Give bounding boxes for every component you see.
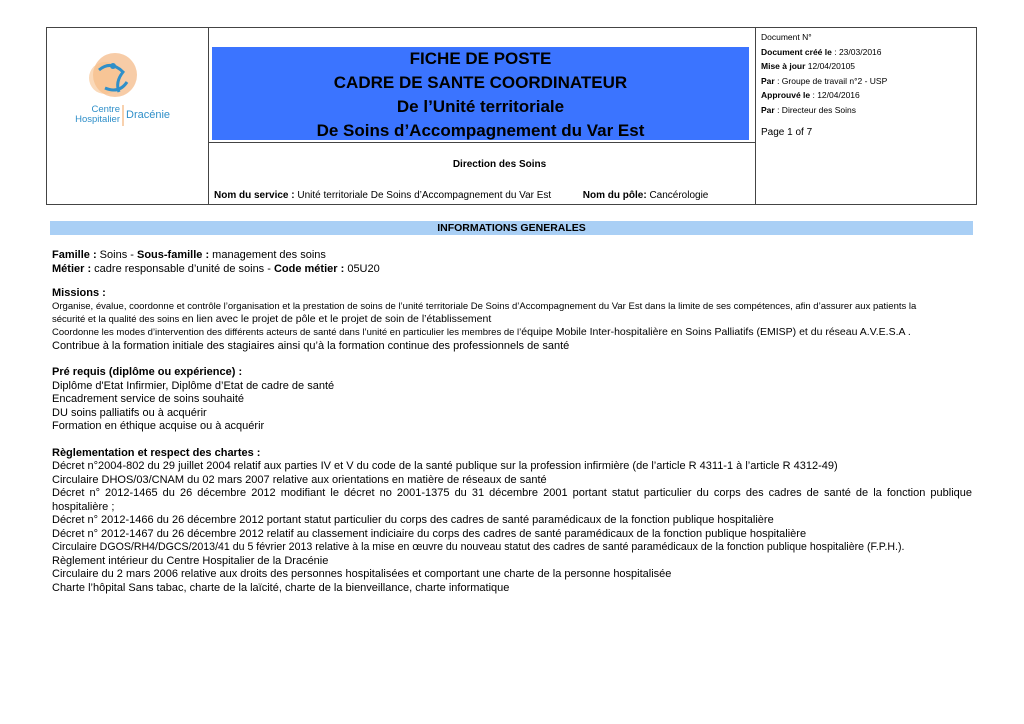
prerequis-item: Encadrement service de soins souhaité	[52, 393, 244, 405]
pole-label: Nom du pôle:	[582, 190, 647, 201]
direction-label: Direction des Soins	[452, 159, 547, 170]
approved-label: Approuvé le	[761, 90, 811, 100]
reglementation-item: Règlement intérieur du Centre Hospitalier de la Dracénie	[52, 554, 329, 567]
logo-line2: Hospitalier	[75, 114, 120, 125]
par2-label: Par	[761, 104, 775, 115]
metier-value: cadre responsable d’unité de soins -	[91, 262, 274, 275]
document-meta	[761, 30, 887, 141]
service-value: Unité territoriale De Soins d’Accompagnement du Var Est	[297, 190, 552, 201]
prerequis-title: Pré requis (diplôme ou expérience) :	[52, 366, 243, 378]
reglementation-title: Règlementation et respect des chartes :	[52, 446, 261, 459]
metier-label: Métier :	[52, 262, 92, 275]
section-title: INFORMATIONS GENERALES	[50, 221, 973, 235]
reglementation-item: Décret n° 2012-1467 du 26 décembre 2012 relatif au classement indiciaire du corps des cadres de santé paramédicaux de la fonction publique hospitalière	[52, 527, 807, 540]
prerequis-item: Formation en éthique acquise ou à acquérir	[52, 420, 265, 432]
missions-line-2b: en lien avec le projet de pôle et le projet de soin de l’établissement	[181, 312, 492, 325]
logo-line3: Dracénie	[126, 109, 171, 121]
sous-famille-value: management des soins	[209, 249, 326, 261]
famille-row	[52, 249, 972, 263]
missions-title: Missions :	[52, 287, 106, 299]
missions-line-2a: sécurité et la qualité des soins	[52, 313, 182, 325]
prerequis-item: Diplôme d'Etat Infirmier, Diplôme d’Etat de cadre de santé	[52, 379, 335, 392]
sous-famille-label: Sous-famille :	[136, 249, 210, 261]
page-number: Page 1 of 7	[761, 127, 813, 138]
famille-value: Soins -	[96, 249, 137, 261]
metier-row	[52, 263, 972, 277]
created-value: : 23/03/2016	[831, 46, 882, 57]
divider	[755, 28, 756, 204]
code-metier-value: 05U20	[344, 262, 380, 275]
update-value: 12/04/20105	[805, 61, 856, 71]
approved-value: : 12/04/2016	[810, 90, 860, 100]
reglementation-item: Circulaire du 2 mars 2006 relative aux droits des personnes hospitalisées et comportant une charte de la personne hospitalisée	[52, 568, 672, 580]
reglementation-item: Décret n°2004-802 du 29 juillet 2004 relatif aux parties IV et V du code de la santé publique sur la profession infirmière (de l’article R 4311-1 à l’article R 4312-49)	[52, 460, 838, 472]
reglementation-item: Charte l’hôpital Sans tabac, charte de la laïcité, charte de la bienveillance, charte informatique	[52, 581, 510, 594]
par1-value: : Groupe de travail n°2 - USP	[774, 75, 888, 86]
missions-line-2	[52, 313, 972, 327]
prerequis-item: DU soins palliatifs ou à acquérir	[52, 406, 207, 419]
title-line-2: CADRE DE SANTE COORDINATEUR	[333, 73, 628, 92]
title-line-1: FICHE DE POSTE	[409, 49, 552, 68]
approved-row	[761, 88, 887, 103]
logo-line1: Centre	[91, 104, 120, 115]
par1-row	[761, 74, 887, 89]
missions-line-3b: équipe Mobile Inter-hospitalière en Soins Palliatifs (EMISP) et du réseau A.V.E.S.A .	[521, 326, 911, 338]
title-line-3: De l’Unité territoriale	[396, 97, 565, 116]
document-title	[212, 47, 749, 140]
missions-line-3a: Coordonne les modes d’intervention des différents acteurs de santé dans l’unité en particulier les membres de l’	[52, 327, 522, 338]
service-label: Nom du service :	[214, 190, 295, 201]
par2-row	[761, 103, 887, 118]
hospital-logo	[59, 48, 209, 158]
document-body	[52, 249, 972, 595]
reglementation-item: Circulaire DGOS/RH4/DGCS/2013/41 du 5 février 2013 relative à la mise en œuvre du nouveau statut des cadres de santé paramédicaux de la fonction publique hospitalière (F.P.H.).	[52, 541, 905, 553]
par2-value: : Directeur des Soins	[774, 104, 856, 115]
par1-label: Par	[761, 75, 775, 86]
doc-number: Document N°	[761, 32, 812, 42]
created-row	[761, 45, 887, 60]
famille-label: Famille :	[52, 249, 97, 261]
reglementation-item: Circulaire DHOS/03/CNAM du 02 mars 2007 relative aux orientations en matière de réseaux de santé	[52, 473, 547, 486]
service-row	[214, 190, 708, 201]
created-label: Document créé le	[761, 46, 832, 57]
update-label: Mise à jour	[761, 61, 806, 71]
reglementation-item: Décret n° 2012-1465 du 26 décembre 2012 modifiant le décret no 2001-1375 du 31 décembre 2001 portant statut particulier du corps des cadres de santé de la fonction publique hospitalière ;	[52, 487, 972, 513]
title-line-4: De Soins d’Accompagnement du Var Est	[316, 121, 645, 140]
missions-line-4: Contribue à la formation initiale des stagiaires ainsi qu’à la formation continue des professionnels de santé	[52, 339, 570, 352]
pole-value: Cancérologie	[649, 190, 709, 201]
code-metier-label: Code métier :	[273, 262, 345, 275]
missions-line-1: Organise, évalue, coordonne et contrôle l’organisation et la prestation de soins de l’unité territoriale De Soins d’Accompagnement du Var Est dans la limite de ses compétences, afin d’assurer aux patients la	[52, 300, 917, 312]
missions-line-3	[52, 326, 972, 340]
update-row	[761, 59, 887, 74]
reglementation-item: Décret n° 2012-1466 du 26 décembre 2012 portant statut particulier du corps des cadres de santé paramédicaux de la fonction publique hospitalière	[52, 514, 774, 526]
